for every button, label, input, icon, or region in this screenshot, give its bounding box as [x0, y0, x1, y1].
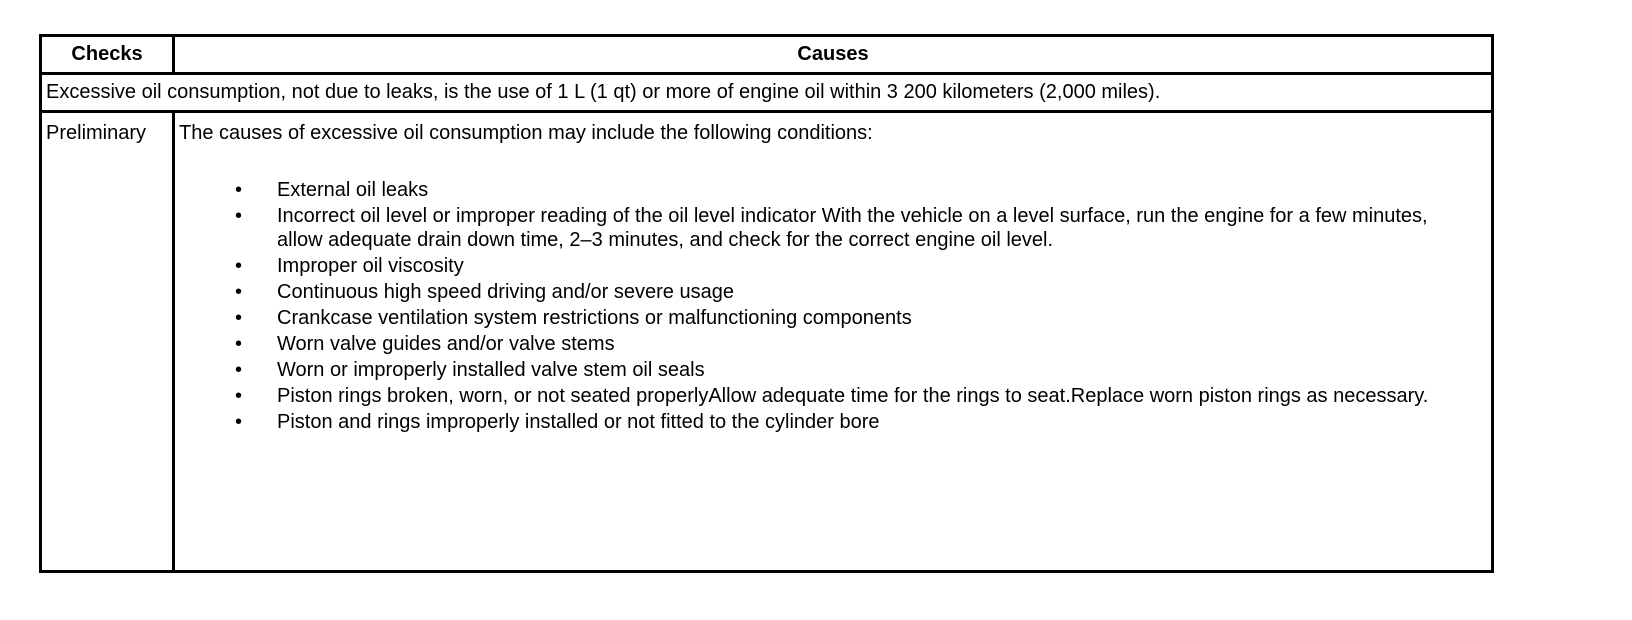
cause-text: Worn valve guides and/or valve stems: [277, 333, 615, 355]
causes-list: [179, 178, 1491, 434]
cause-cell: [175, 113, 1491, 570]
bullet-icon: •: [235, 359, 243, 381]
causes-intro: The causes of excessive oil consumption may include the following conditions:: [179, 122, 873, 144]
bullet-icon: •: [235, 307, 243, 329]
bullet-icon: •: [235, 333, 243, 355]
cause-text: Piston and rings improperly installed or not fitted to the cylinder bore: [277, 411, 880, 433]
definition-note: Excessive oil consumption, not due to leaks, is the use of 1 L (1 qt) or more of engine oil within 3 200 kilometers (2,000 miles).: [42, 75, 1491, 113]
bullet-icon: •: [235, 385, 243, 407]
table-header-row: [42, 37, 1491, 75]
bullet-icon: •: [235, 179, 243, 201]
check-cell: Preliminary: [42, 113, 175, 570]
table-row: [42, 113, 1491, 570]
cause-text: Piston rings broken, worn, or not seated properlyAllow adequate time for the rings to seat.Replace worn piston rings as necessary.: [277, 385, 1429, 407]
list-item: [179, 254, 1491, 278]
bullet-icon: •: [235, 411, 243, 433]
cause-text: Continuous high speed driving and/or severe usage: [277, 281, 734, 303]
checks-column-header: Checks: [42, 37, 175, 72]
bullet-icon: •: [235, 205, 243, 227]
list-item: [179, 332, 1491, 356]
diagnostic-table: [39, 34, 1494, 573]
bullet-icon: •: [235, 281, 243, 303]
cause-text: Crankcase ventilation system restrictions or malfunctioning components: [277, 307, 912, 329]
causes-column-header: Causes: [797, 43, 869, 65]
bullet-icon: •: [235, 255, 243, 277]
list-item: [179, 384, 1491, 408]
cause-text: Incorrect oil level or improper reading of the oil level indicator With the vehicle on a level surface, run the engine for a few minutes, allow adequate drain down time, 2–3 minutes, and check for the correct engine oil level.: [277, 205, 1428, 251]
list-item: [179, 204, 1491, 252]
cause-text: Worn or improperly installed valve stem oil seals: [277, 359, 705, 381]
cause-text: Improper oil viscosity: [277, 255, 464, 277]
list-item: [179, 178, 1491, 202]
list-item: [179, 410, 1491, 434]
list-item: [179, 358, 1491, 382]
list-item: [179, 280, 1491, 304]
cause-text: External oil leaks: [277, 179, 429, 201]
list-item: [179, 306, 1491, 330]
